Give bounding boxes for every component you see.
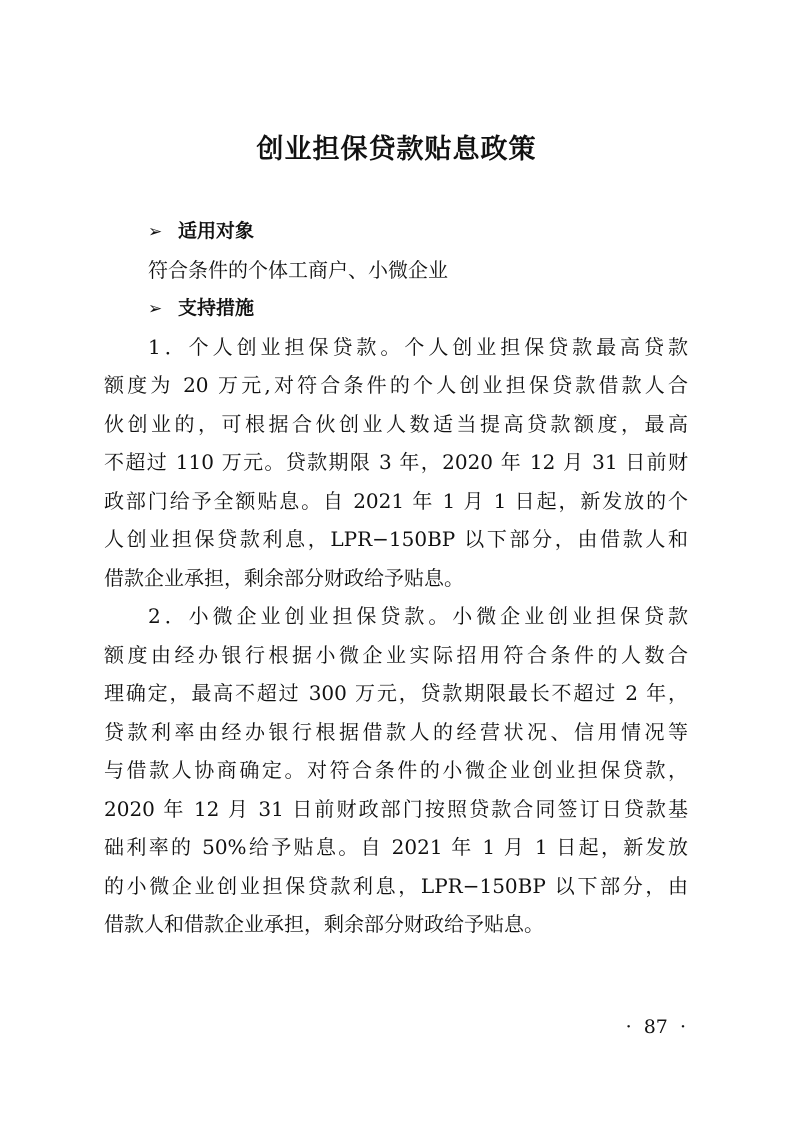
arrow-bullet-icon: ➢ bbox=[148, 222, 163, 242]
paragraph-line: 额度为 20 万元,对符合条件的个人创业担保贷款借款人合 bbox=[104, 373, 688, 397]
section-heading-label: 适用对象 bbox=[178, 220, 255, 242]
paragraph-line: 不超过 110 万元。贷款期限 3 年，2020 年 12 月 31 日前财 bbox=[104, 450, 688, 474]
paragraph-line: 额度由经办银行根据小微企业实际招用符合条件的人数合 bbox=[104, 642, 688, 667]
page-number: · 87 · bbox=[625, 1016, 686, 1038]
document-body bbox=[104, 212, 688, 944]
paragraph-personal-loan bbox=[104, 328, 688, 598]
section-heading-label: 支持措施 bbox=[178, 297, 255, 319]
target-body: 符合条件的个体工商户、小微企业 bbox=[148, 257, 448, 282]
paragraph-line: 1．个人创业担保贷款。个人创业担保贷款最高贷款 bbox=[148, 334, 688, 359]
paragraph-line: 的小微企业创业担保贷款利息，LPR−150BP 以下部分，由 bbox=[104, 873, 688, 898]
paragraph-line: 伙创业的，可根据合伙创业人数适当提高贷款额度，最高 bbox=[104, 411, 688, 436]
page-title: 创业担保贷款贴息政策 bbox=[256, 134, 537, 165]
paragraph-line: 与借款人协商确定。对符合条件的小微企业创业担保贷款， bbox=[104, 758, 688, 782]
paragraph-line: 础利率的 50%给予贴息。自 2021 年 1 月 1 日起，新发放 bbox=[104, 835, 688, 859]
paragraph-line: 人创业担保贷款利息，LPR−150BP 以下部分，由借款人和 bbox=[104, 527, 688, 551]
paragraph-line: 2．小微企业创业担保贷款。小微企业创业担保贷款 bbox=[148, 604, 688, 628]
paragraph-small-business-loan bbox=[104, 597, 688, 944]
paragraph-line: 借款企业承担，剩余部分财政给予贴息。 bbox=[104, 565, 464, 590]
section-heading-measures bbox=[104, 289, 688, 328]
paragraph-line: 2020 年 12 月 31 日前财政部门按照贷款合同签订日贷款基 bbox=[104, 796, 688, 821]
paragraph-line: 理确定，最高不超过 300 万元，贷款期限最长不超过 2 年， bbox=[104, 681, 688, 705]
paragraph-line: 贷款利率由经办银行根据借款人的经营状况、信用情况等 bbox=[104, 719, 688, 744]
section-heading-target bbox=[104, 212, 688, 251]
paragraph-line: 政部门给予全额贴息。自 2021 年 1 月 1 日起，新发放的个 bbox=[104, 488, 688, 513]
arrow-bullet-icon: ➢ bbox=[148, 299, 163, 319]
paragraph-line: 借款人和借款企业承担，剩余部分财政给予贴息。 bbox=[104, 912, 544, 936]
